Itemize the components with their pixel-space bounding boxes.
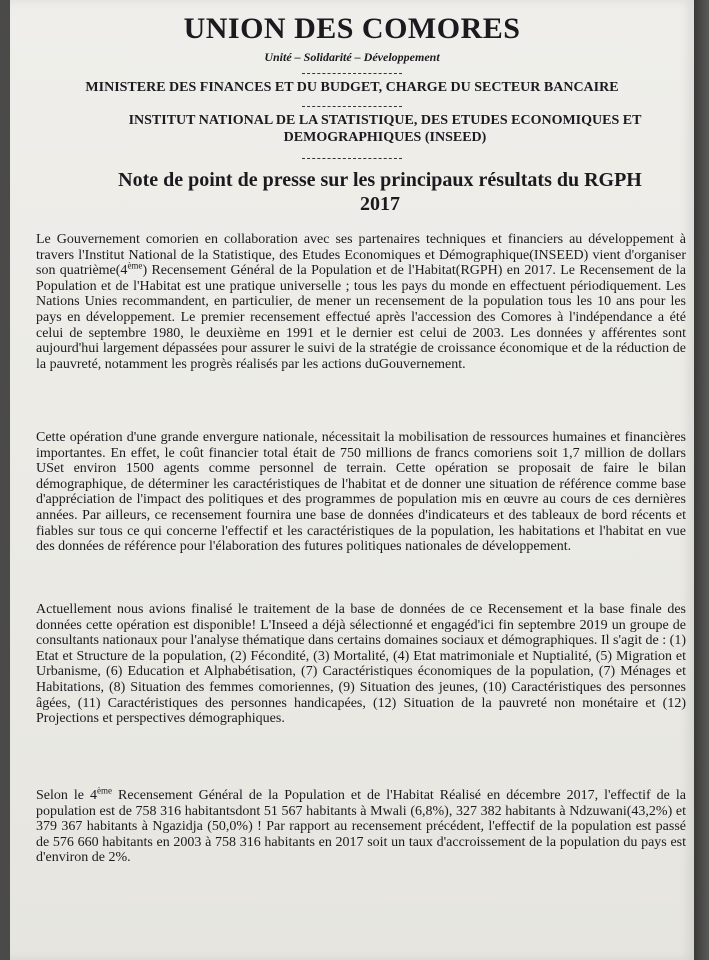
separator-line: [302, 106, 402, 107]
document-title: Note de point de presse sur les principaux résultats du RGPH 2017: [118, 169, 642, 215]
press-note-page: [10, 0, 694, 960]
paragraph-results: Selon le 4ème Recensement Général de la Population et de l'Habitat Réalisé en décembre 2017, l'effectif de la population est de 758 316 habitantsdont 51 567 habitants à Mwali (6,8%), 327 382 habitants à Ndzuwani(43,2%) et 379 367 habitants à Ngazidja (50,0%) ! Par rapport au recensement précédent, l'effectif de la population est passé de 576 660 habitants en 2003 à 758 316 habitants en 2017 soit un taux d'accroissement de la population du pays est d'environ de 2%.: [36, 785, 686, 866]
paragraph-analysis: Actuellement nous avions finalisé le traitement de la base de données de ce Recensement et la base finale des données cette opération est disponible! L'Inseed a déjà sélectionné et engagéd'ici fin septembre 2019 un groupe de consultants nationaux pour l'analyse thématique dans certains domaines sociaux et démographiques. Il s'agit de : (1) Etat et Structure de la population, (2) Fécondité, (3) Mortalité, (4) Etat matrimoniale et Nuptialité, (5) Migration et Urbanisme, (6) Education et Alphabétisation, (7) Caractéristiques économiques de la population, (7) Ménages et Habitations, (8) Situation des femmes comoriennes, (9) Situation des jeunes, (10) Caractéristiques des personnes âgées, (11) Caractéristiques des personnes handicapées, (12) Situation de la pauvreté non monétaire et (12) Projections et perspectives démographiques.: [36, 602, 686, 727]
institute-name: INSTITUT NATIONAL DE LA STATISTIQUE, DES ETUDES ECONOMIQUES ET DEMOGRAPHIQUES (INSEED): [128, 113, 642, 145]
separator-line: [302, 158, 402, 159]
paragraph-operation: Cette opération d'une grande envergure nationale, nécessitait la mobilisation de ressources humaines et financières importantes. En effet, le coût financier total était de 750 millions de francs comoriens soit 1,7 million de dollars USet environ 1500 agents comme personnel de terrain. Cette opération se proposait de faire le bilan démographique, de déterminer les caractéristiques de l'habitat et de donner une situation de référence comme base d'appréciation de l'impact des politiques et des programmes de population mis en œuvre au cours de ces dernières années. Par ailleurs, ce recensement fournira une base de données d'indicateurs et des tableaux de bord récents et fiables sur tous ce qui concerne l'effectif et les caractéristiques de la population, les habitations et l'habitat en vue des données de référence pour l'élaboration des futures politiques nationales de développement.: [36, 430, 686, 555]
national-motto: Unité – Solidarité – Développement: [264, 50, 440, 64]
paragraph-intro: Le Gouvernement comorien en collaboration avec ses partenaires techniques et financiers au développement à travers l'Institut National de la Statistique, des Etudes Economiques et Démographique(INSEED) vient d'organiser son quatrième(4ème) Recensement Général de la Population et de l'Habitat(RGPH) en 2017. Le Recensement de la Population et de l'Habitat est une pratique universelle ; tous les pays du monde en effectuent périodiquement. Les Nations Unies recommandent, en particulier, de mener un recensement de la population tous les 10 ans pour les pays en développement. Le premier recensement effectué après l'accession des Comores à l'indépendance a été celui de septembre 1980, le deuxième en 1991 et le dernier est celui de 2003. Les données y afférentes sont aujourd'hui largement dépassées pour assurer le suivi de la stratégie de croissance économique et de la réduction de la pauvreté, notamment les progrès réalisés par les actions duGouvernement.: [36, 232, 686, 372]
country-name: UNION DES COMORES: [183, 12, 521, 45]
ministry-name: MINISTERE DES FINANCES ET DU BUDGET, CHARGE DU SECTEUR BANCAIRE: [85, 80, 619, 95]
photo-background-edge: [694, 0, 709, 960]
separator-line: [302, 73, 402, 74]
